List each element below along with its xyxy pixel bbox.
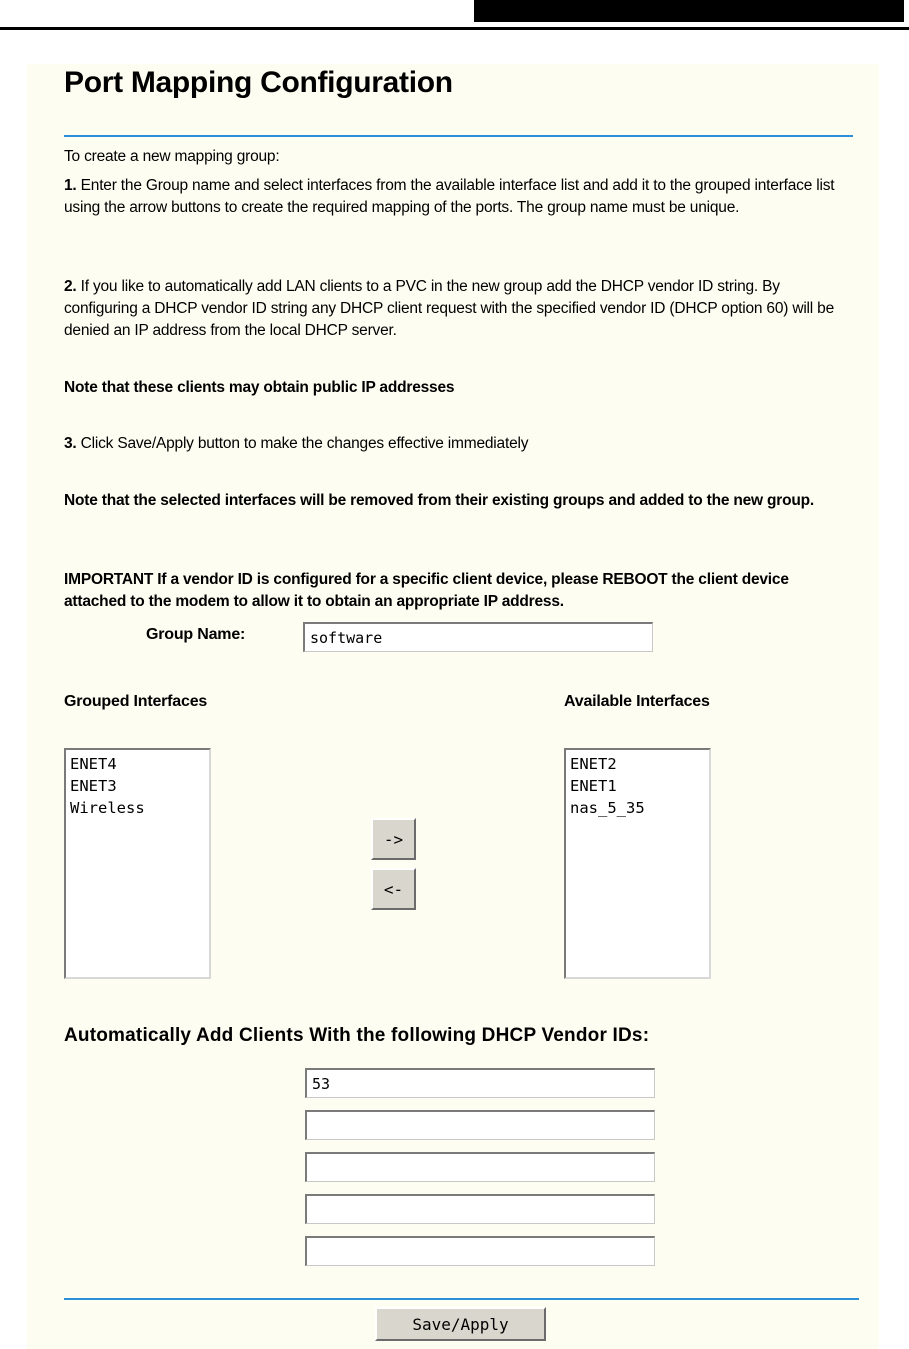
available-interfaces-list[interactable]	[564, 748, 711, 979]
footer-divider	[64, 1298, 859, 1300]
header-rule	[0, 27, 909, 30]
step-3-number: 3.	[64, 435, 77, 452]
save-apply-button[interactable]: Save/Apply	[375, 1307, 546, 1341]
step-1-number: 1.	[64, 177, 77, 194]
move-right-button[interactable]: ->	[371, 818, 416, 860]
list-item[interactable]: nas_5_35	[570, 799, 645, 817]
list-item[interactable]: ENET3	[70, 777, 117, 795]
step-2	[64, 276, 854, 342]
vendor-id-input-5[interactable]	[305, 1236, 655, 1266]
step-3-text: Click Save/Apply button to make the changes effective immediately	[76, 435, 529, 452]
vendor-id-input-3[interactable]	[305, 1152, 655, 1182]
step-1-text: Enter the Group name and select interfaces from the available interface list and add it to the grouped interface list using the arrow buttons to create the required mapping of the ports. The group name must be unique.	[64, 177, 835, 216]
vendor-id-input-4[interactable]	[305, 1194, 655, 1224]
step-2-number: 2.	[64, 278, 77, 295]
group-name-label: Group Name:	[146, 626, 246, 643]
intro-text: To create a new mapping group:	[64, 148, 280, 165]
group-name-input[interactable]	[303, 622, 653, 652]
available-interfaces-label: Available Interfaces	[564, 693, 710, 710]
list-item[interactable]: ENET1	[570, 777, 617, 795]
title-divider	[64, 135, 853, 137]
vendor-id-input-2[interactable]	[305, 1110, 655, 1140]
grouped-interfaces-label: Grouped Interfaces	[64, 693, 208, 710]
step-2-text: If you like to automatically add LAN clients to a PVC in the new group add the DHCP vendor ID string. By configuring a DHCP vendor ID string any DHCP client request with the specified vendor ID (DHCP option 60) will be denied an IP address from the local DHCP server.	[64, 278, 834, 339]
vendor-ids-heading: Automatically Add Clients With the following DHCP Vendor IDs:	[64, 1025, 650, 1046]
page-title: Port Mapping Configuration	[64, 66, 453, 99]
list-item[interactable]: Wireless	[70, 799, 145, 817]
important-note: IMPORTANT If a vendor ID is configured for a specific client device, please REBOOT the client device attached to the modem to allow it to obtain an appropriate IP address.	[64, 571, 789, 610]
step-1	[64, 175, 854, 219]
header-black-bar	[474, 0, 904, 22]
move-left-button[interactable]: <-	[371, 868, 416, 910]
note-public-ip: Note that these clients may obtain public IP addresses	[64, 379, 455, 396]
grouped-interfaces-list[interactable]	[64, 748, 211, 979]
vendor-id-input-1[interactable]	[305, 1068, 655, 1098]
list-item[interactable]: ENET2	[570, 755, 617, 773]
step-3	[64, 433, 854, 455]
list-item[interactable]: ENET4	[70, 755, 117, 773]
note-removed: Note that the selected interfaces will be removed from their existing groups and added to the new group.	[64, 492, 815, 509]
